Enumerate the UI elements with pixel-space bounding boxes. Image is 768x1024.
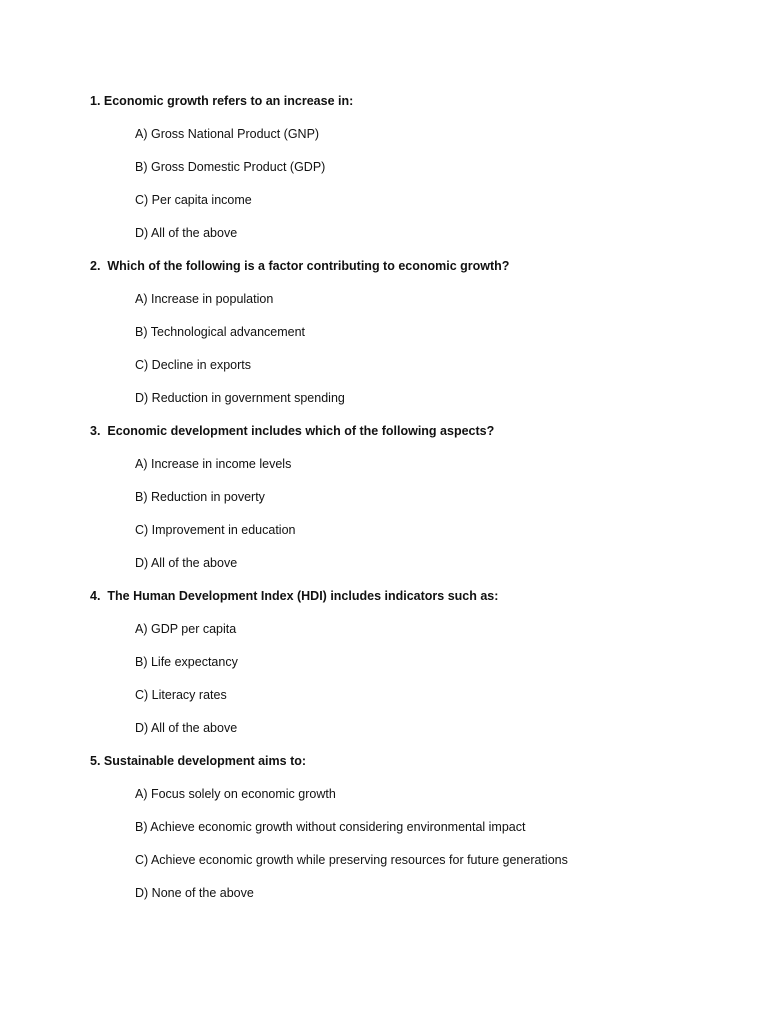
option-a: A) Gross National Product (GNP) (135, 127, 320, 141)
option-d: D) All of the above (135, 721, 238, 735)
question-text: 2. Which of the following is a factor contributing to economic growth? (90, 259, 510, 273)
question-text: 1. Economic growth refers to an increase in: (90, 94, 354, 108)
option-a: A) Increase in population (135, 292, 274, 306)
question-text: 4. The Human Development Index (HDI) includes indicators such as: (90, 589, 499, 603)
option-b: B) Achieve economic growth without considering environmental impact (135, 820, 526, 834)
question-3 (90, 422, 730, 572)
question-4 (90, 587, 730, 737)
question-5 (90, 752, 730, 902)
option-a: A) GDP per capita (135, 622, 237, 636)
option-d: D) All of the above (135, 556, 238, 570)
quiz-list (90, 92, 730, 917)
option-b: B) Technological advancement (135, 325, 306, 339)
option-a: A) Increase in income levels (135, 457, 292, 471)
question-text: 3. Economic development includes which of the following aspects? (90, 424, 495, 438)
option-c: C) Achieve economic growth while preserving resources for future generations (135, 853, 568, 867)
question-1 (90, 92, 730, 242)
question-text: 5. Sustainable development aims to: (90, 754, 307, 768)
question-2 (90, 257, 730, 407)
option-b: B) Gross Domestic Product (GDP) (135, 160, 326, 174)
option-c: C) Literacy rates (135, 688, 227, 702)
option-c: C) Decline in exports (135, 358, 252, 372)
option-d: D) Reduction in government spending (135, 391, 345, 405)
option-d: D) None of the above (135, 886, 254, 900)
option-c: C) Per capita income (135, 193, 252, 207)
option-d: D) All of the above (135, 226, 238, 240)
option-c: C) Improvement in education (135, 523, 296, 537)
option-a: A) Focus solely on economic growth (135, 787, 336, 801)
option-b: B) Reduction in poverty (135, 490, 265, 504)
option-b: B) Life expectancy (135, 655, 238, 669)
